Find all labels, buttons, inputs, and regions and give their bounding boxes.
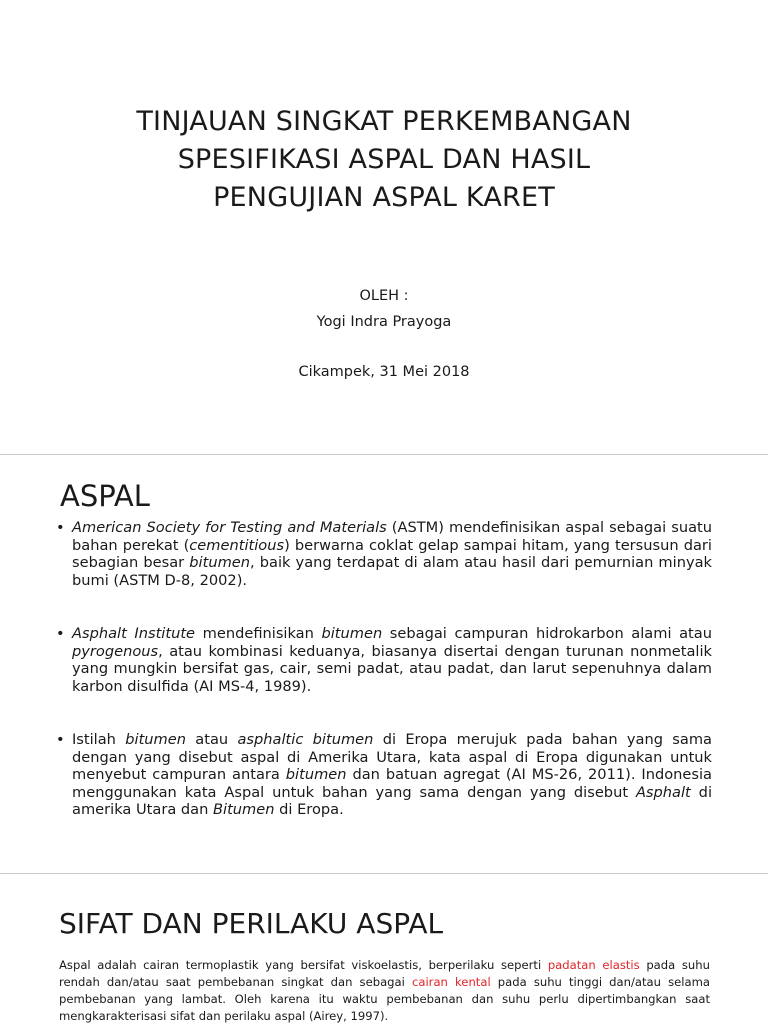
by-label: OLEH : — [359, 288, 409, 304]
bullet-icon: • — [56, 625, 65, 642]
title-line-1: TINJAUAN SINGKAT PERKEMBANGAN — [136, 106, 632, 137]
text-run: pada suhu tinggi dan/atau selama pembebanan yang lambat. Oleh karena itu waktu pembebanan dan suhu perlu dipertimbangkan saat mengkarakterisasi sifat dan perilaku aspal (Airey, 1997). — [59, 975, 710, 1023]
text-italic: Asphalt — [635, 783, 691, 801]
properties-heading: SIFAT DAN PERILAKU ASPAL — [59, 907, 444, 940]
text-run: pada suhu rendah dan/atau saat pembebanan singkat dan sebagai — [59, 958, 710, 989]
text-italic: bitumen — [321, 625, 383, 642]
text-run: (ASTM) mendefinisikan aspal sebagai suatu bahan perekat ( — [72, 519, 712, 554]
bullet-icon: • — [56, 519, 65, 536]
author-name: Yogi Indra Prayoga — [316, 314, 452, 330]
bullet-asphalt-institute-definition — [56, 625, 712, 695]
bullet-astm-definition — [56, 519, 712, 589]
text-run: di amerika Utara dan — [72, 783, 712, 818]
title-slide — [0, 0, 768, 454]
text-run: Aspal adalah cairan termoplastik yang bersifat viskoelastis, berperilaku seperti — [59, 958, 548, 972]
text-run: , atau kombinasi keduanya, biasanya disertai dengan turunan nonmetalik yang mungkin bersifat gas, cair, semi padat, atau padat, dan larut sepenuhnya dalam karbon disulfida (AI MS-4, 1989). — [72, 642, 712, 695]
title-line-3: PENGUJIAN ASPAL KARET — [213, 182, 555, 213]
aspal-definition-list — [56, 519, 712, 819]
text-italic: bitumen — [125, 731, 186, 748]
text-italic: Bitumen — [213, 801, 275, 818]
subtitle-spacer — [40, 335, 728, 359]
text-italic: Asphalt Institute — [72, 625, 196, 642]
text-italic: cementitious — [189, 536, 285, 554]
text-run: mendefinisikan — [195, 625, 322, 642]
text-run: dan batuan agregat (AI MS-26, 2011). Indonesia menggunakan kata Aspal untuk bahan yang sama dengan yang disebut — [72, 766, 712, 801]
text-italic: pyrogenous — [72, 642, 159, 660]
bullet-terminology-europe — [56, 731, 712, 819]
presentation-subtitle — [40, 283, 728, 385]
place-date: Cikampek, 31 Mei 2018 — [298, 364, 470, 380]
presentation-title — [40, 103, 728, 217]
properties-paragraph — [59, 957, 710, 1025]
text-run: atau — [185, 731, 238, 748]
text-run: , baik yang terdapat di alam atau hasil dari pemurnian minyak bumi (ASTM D-8, 2002). — [72, 554, 712, 589]
bullet-icon: • — [56, 731, 65, 748]
text-italic: bitumen — [189, 554, 251, 571]
text-run: ) berwarna coklat gelap sampai hitam, yang tersusun dari sebagian besar — [72, 536, 712, 571]
text-italic: bitumen — [285, 766, 347, 783]
aspal-heading: ASPAL — [60, 479, 150, 513]
title-line-2: SPESIFIKASI ASPAL DAN HASIL — [177, 144, 591, 175]
text-run: Istilah — [72, 731, 126, 748]
text-italic: asphaltic bitumen — [237, 731, 374, 748]
text-run: di Eropa. — [274, 801, 344, 818]
highlight-viscous-liquid: cairan kental — [411, 975, 491, 989]
highlight-elastic-solid: padatan elastis — [547, 958, 640, 972]
text-italic: American Society for Testing and Materials — [72, 519, 387, 536]
text-run: di Eropa merujuk pada bahan yang sama dengan yang disebut aspal di Amerika Utara, kata aspal di Eropa digunakan untuk menyebut campuran antara — [72, 731, 712, 783]
text-run: sebagai campuran hidrokarbon alami atau — [382, 625, 712, 642]
